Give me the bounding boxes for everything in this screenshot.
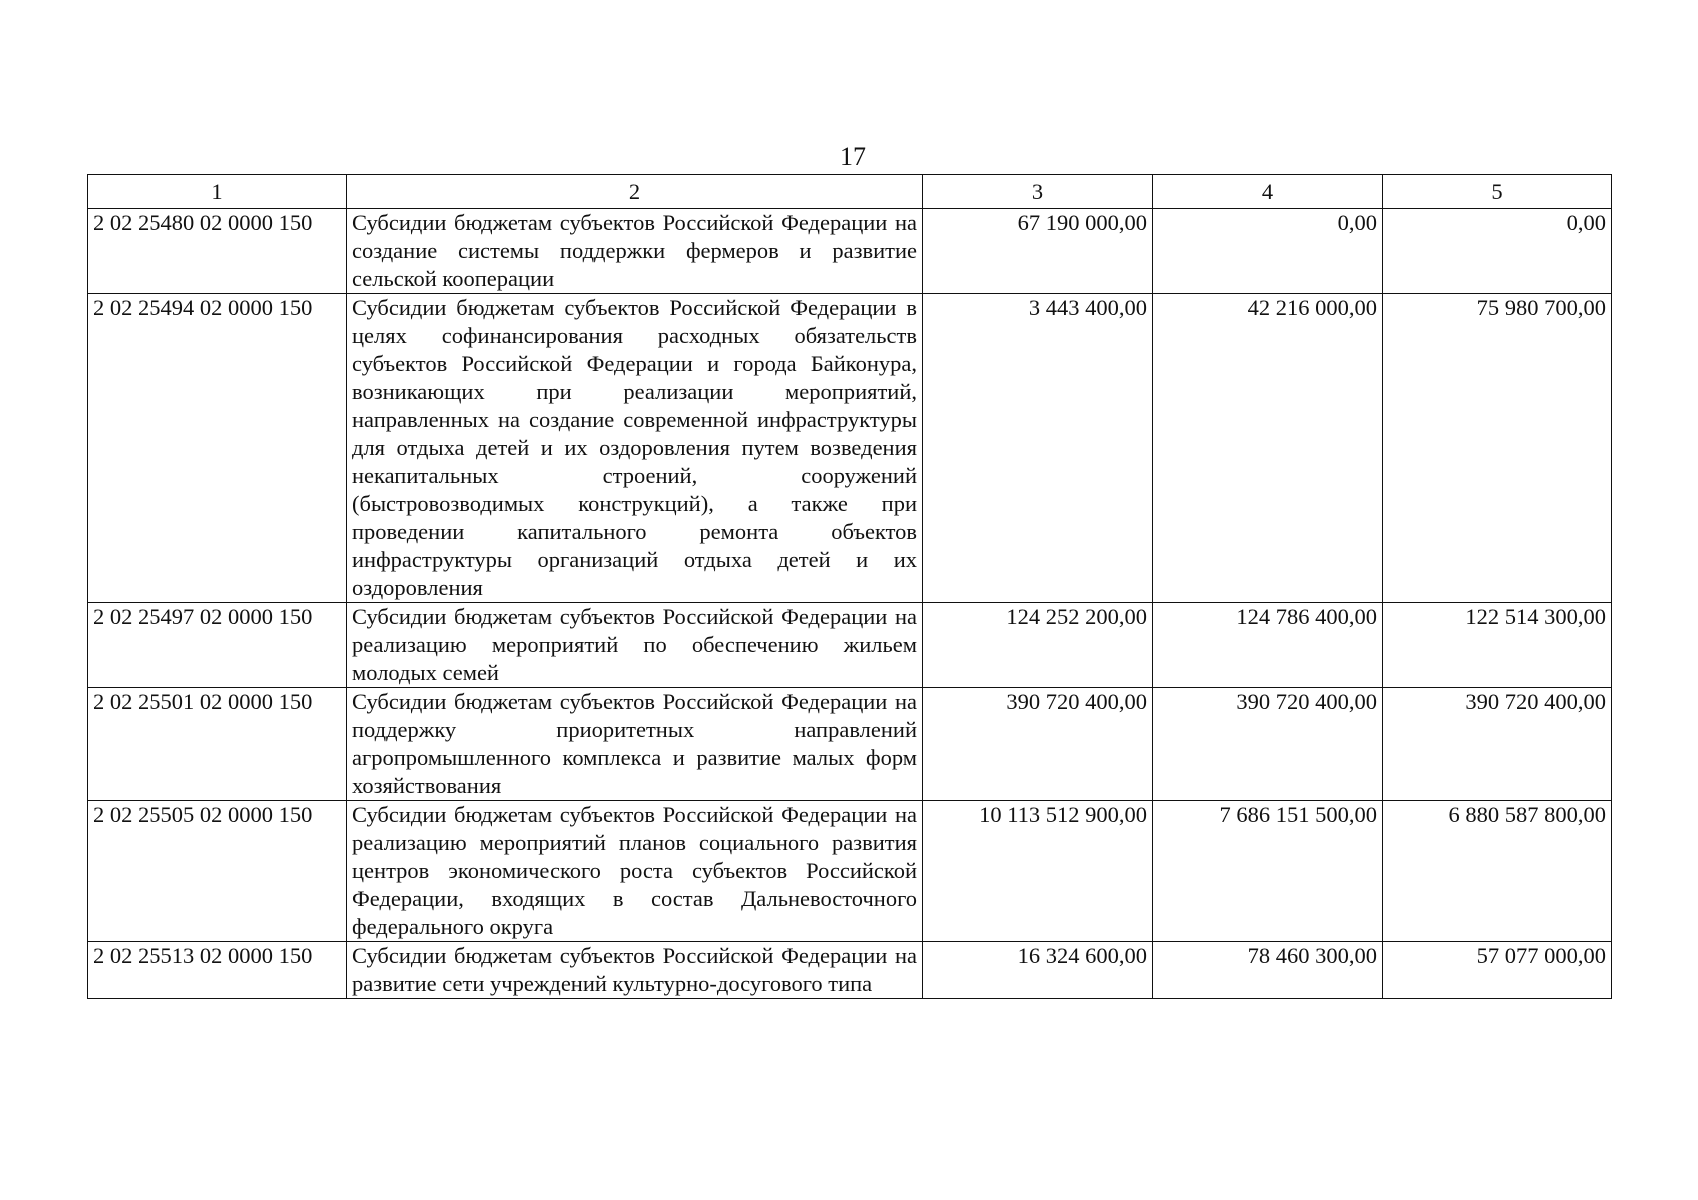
row-description: Субсидии бюджетам субъектов Российской Федерации на поддержку приоритетных направлений агропромышленного комплекса и развитие малых форм хозяйствования bbox=[347, 688, 923, 801]
page-number: 17 bbox=[840, 142, 866, 171]
budget-code: 2 02 25505 02 0000 150 bbox=[88, 801, 347, 942]
amount-col3: 390 720 400,00 bbox=[923, 688, 1153, 801]
amount-col4: 0,00 bbox=[1153, 209, 1383, 294]
table-row bbox=[88, 688, 1612, 801]
amount-col5: 0,00 bbox=[1383, 209, 1612, 294]
column-header-4: 4 bbox=[1153, 175, 1383, 209]
budget-table bbox=[87, 174, 1612, 999]
amount-col5: 57 077 000,00 bbox=[1383, 942, 1612, 999]
table-row bbox=[88, 209, 1612, 294]
amount-col4: 7 686 151 500,00 bbox=[1153, 801, 1383, 942]
column-header-5: 5 bbox=[1383, 175, 1612, 209]
amount-col5: 6 880 587 800,00 bbox=[1383, 801, 1612, 942]
row-description: Субсидии бюджетам субъектов Российской Федерации на реализацию мероприятий по обеспечению жильем молодых семей bbox=[347, 603, 923, 688]
amount-col4: 390 720 400,00 bbox=[1153, 688, 1383, 801]
column-header-3: 3 bbox=[923, 175, 1153, 209]
amount-col5: 390 720 400,00 bbox=[1383, 688, 1612, 801]
budget-code: 2 02 25480 02 0000 150 bbox=[88, 209, 347, 294]
row-description: Субсидии бюджетам субъектов Российской Федерации на создание системы поддержки фермеров и развитие сельской кооперации bbox=[347, 209, 923, 294]
budget-code: 2 02 25497 02 0000 150 bbox=[88, 603, 347, 688]
amount-col3: 67 190 000,00 bbox=[923, 209, 1153, 294]
amount-col5: 75 980 700,00 bbox=[1383, 294, 1612, 603]
amount-col4: 124 786 400,00 bbox=[1153, 603, 1383, 688]
amount-col4: 78 460 300,00 bbox=[1153, 942, 1383, 999]
table-row bbox=[88, 801, 1612, 942]
amount-col4: 42 216 000,00 bbox=[1153, 294, 1383, 603]
amount-col3: 16 324 600,00 bbox=[923, 942, 1153, 999]
table-row bbox=[88, 294, 1612, 603]
budget-code: 2 02 25513 02 0000 150 bbox=[88, 942, 347, 999]
table-row bbox=[88, 603, 1612, 688]
column-header-2: 2 bbox=[347, 175, 923, 209]
table-row bbox=[88, 942, 1612, 999]
row-description: Субсидии бюджетам субъектов Российской Федерации на развитие сети учреждений культурно-досугового типа bbox=[347, 942, 923, 999]
amount-col3: 124 252 200,00 bbox=[923, 603, 1153, 688]
amount-col5: 122 514 300,00 bbox=[1383, 603, 1612, 688]
header-row bbox=[88, 175, 1612, 209]
budget-code: 2 02 25494 02 0000 150 bbox=[88, 294, 347, 603]
budget-code: 2 02 25501 02 0000 150 bbox=[88, 688, 347, 801]
row-description: Субсидии бюджетам субъектов Российской Федерации на реализацию мероприятий планов социального развития центров экономического роста субъектов Российской Федерации, входящих в состав Дальневосточного федерального округа bbox=[347, 801, 923, 942]
column-header-1: 1 bbox=[88, 175, 347, 209]
row-description: Субсидии бюджетам субъектов Российской Федерации в целях софинансирования расходных обязательств субъектов Российской Федерации и города Байконура, возникающих при реализации мероприятий, направленных на создание современной инфраструктуры для отдыха детей и их оздоровления путем возведения некапитальных строений, сооружений (быстровозводимых конструкций), а также при проведении капитального ремонта объектов инфраструктуры организаций отдыха детей и их оздоровления bbox=[347, 294, 923, 603]
amount-col3: 3 443 400,00 bbox=[923, 294, 1153, 603]
amount-col3: 10 113 512 900,00 bbox=[923, 801, 1153, 942]
